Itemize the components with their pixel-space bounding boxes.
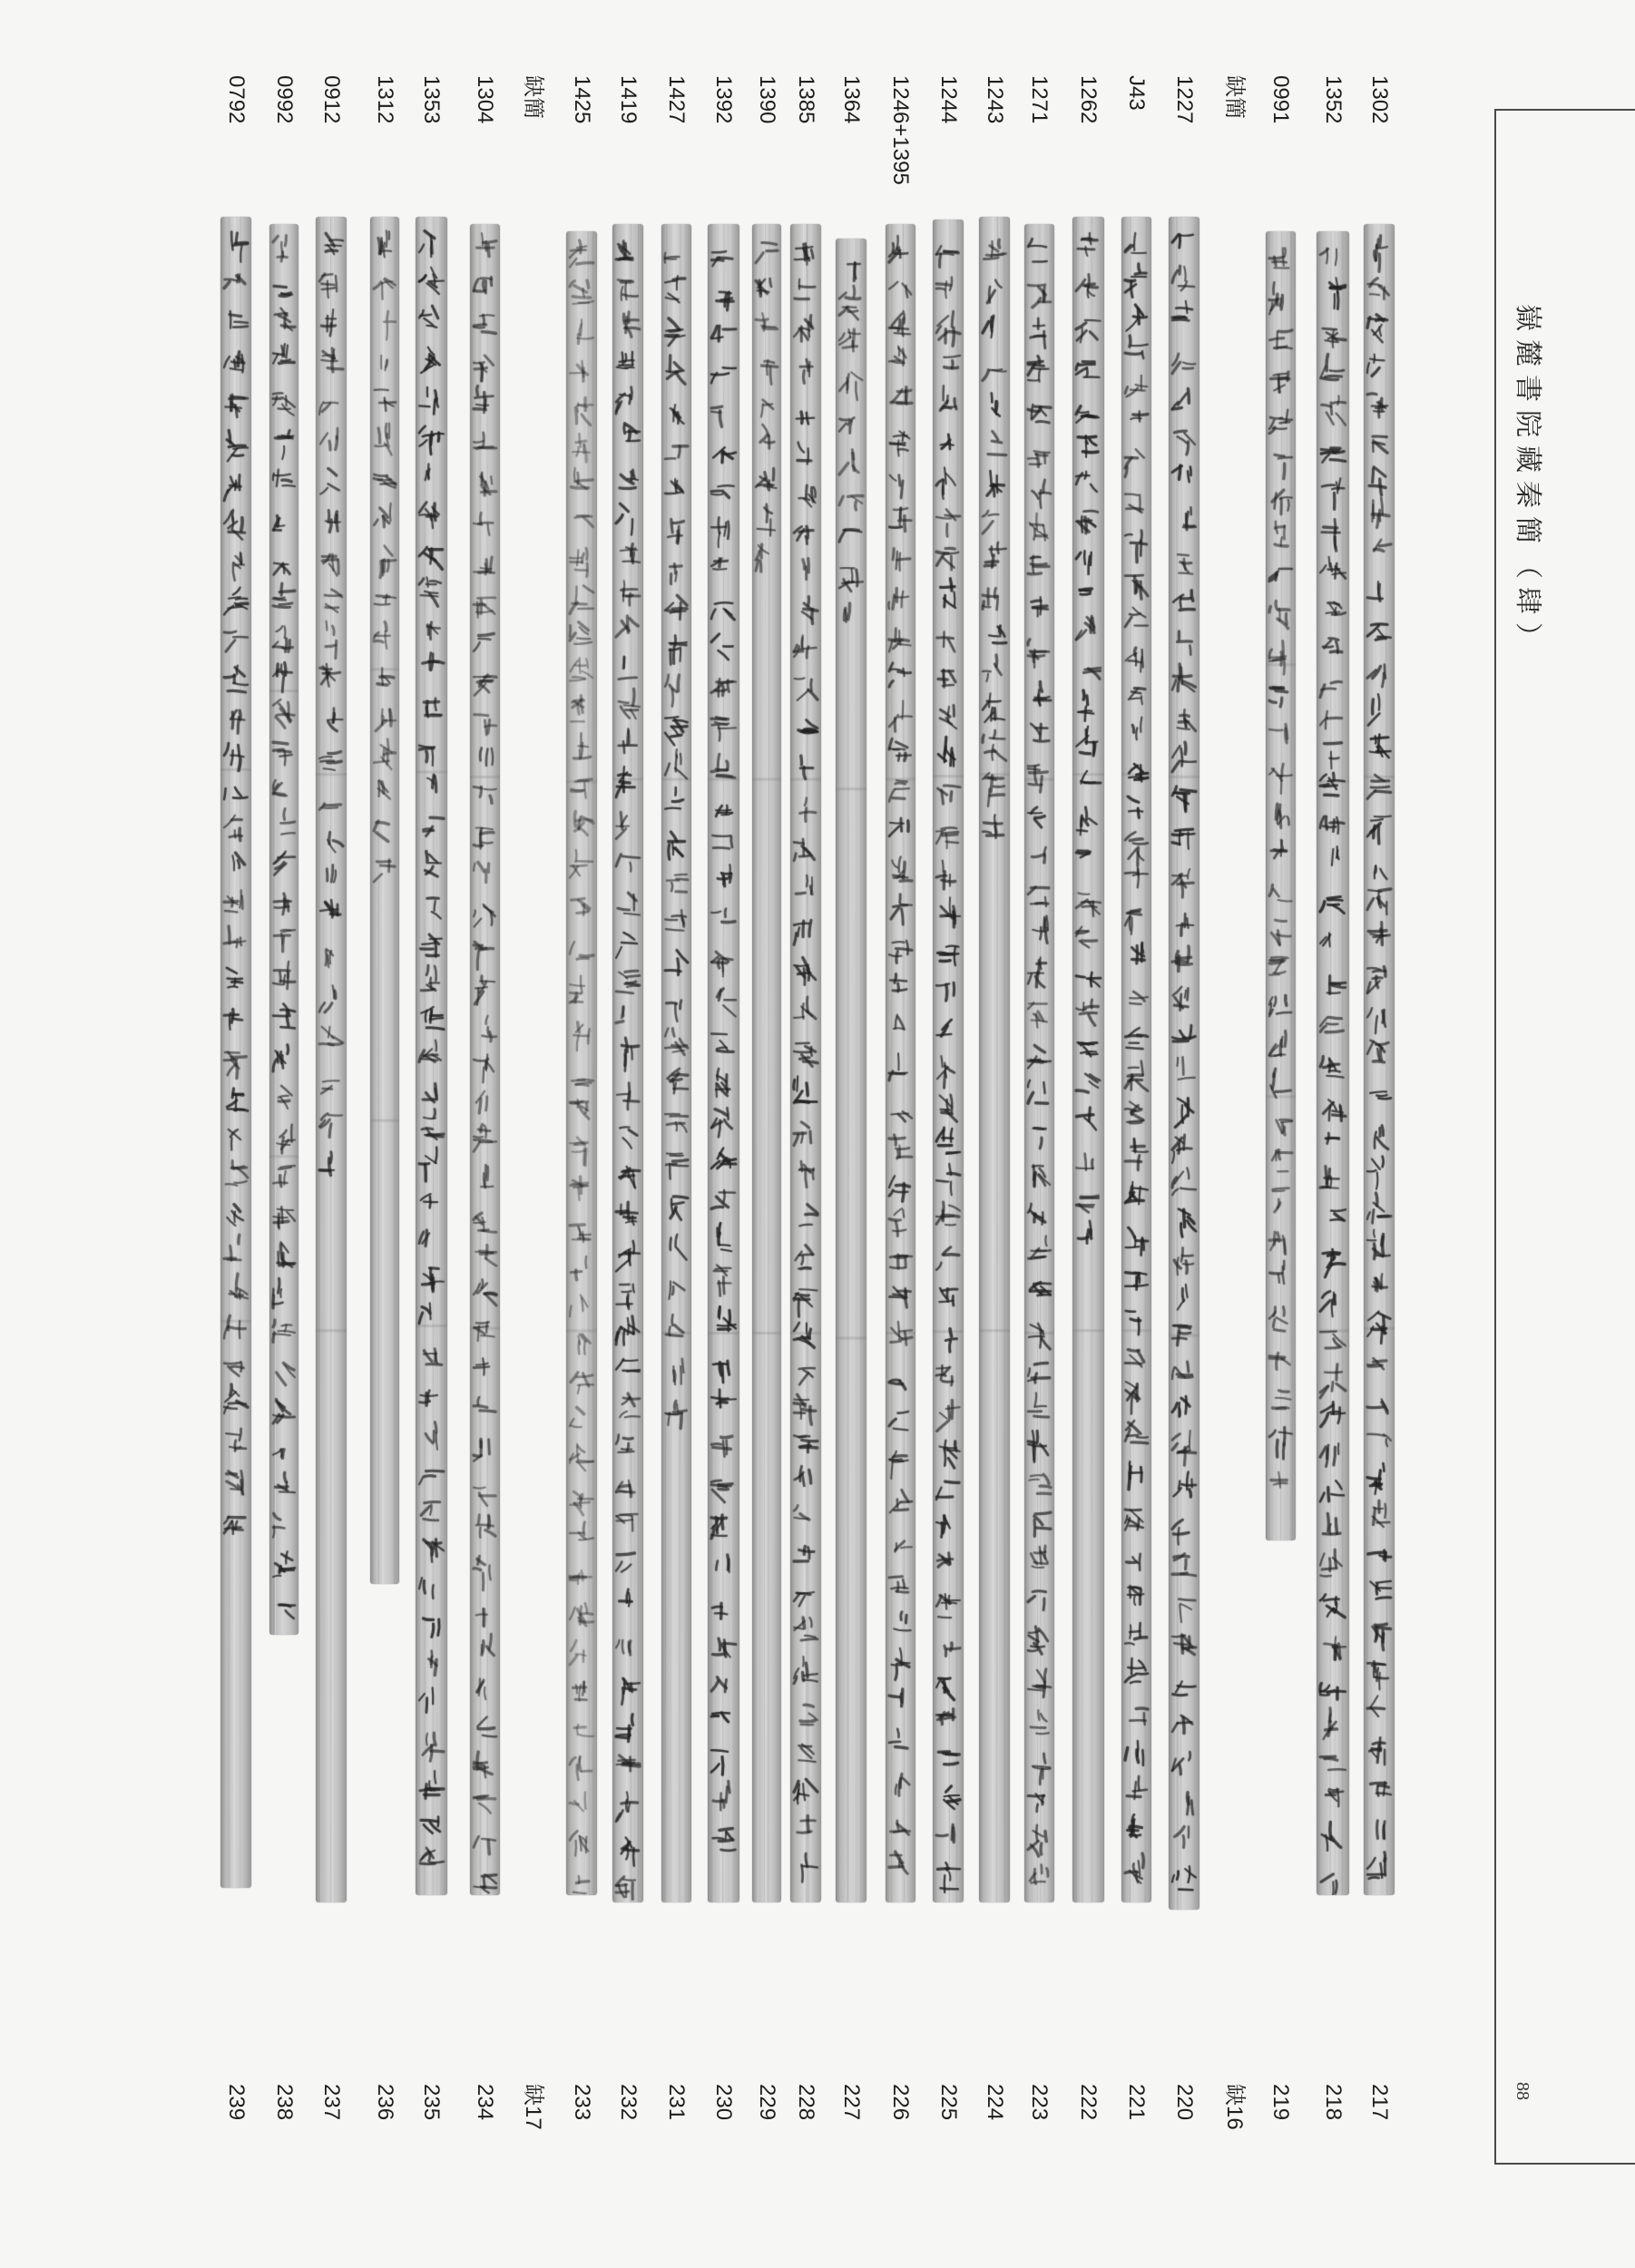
slip-number-label: 1312 bbox=[373, 75, 397, 124]
slip-number-label: 1385 bbox=[794, 75, 818, 124]
slip-sequence-label: 缺17 bbox=[521, 2084, 545, 2130]
bamboo-slip bbox=[979, 217, 1010, 1902]
slip-sequence-label: 220 bbox=[1172, 2084, 1197, 2121]
bamboo-slip bbox=[1169, 217, 1199, 1910]
bamboo-slip bbox=[708, 224, 739, 1902]
slip-handwriting-image bbox=[1169, 217, 1199, 1910]
slip-handwriting-image bbox=[1072, 217, 1104, 1902]
slip-number-label: 1390 bbox=[755, 75, 779, 124]
slip-handwriting-image bbox=[269, 224, 299, 1635]
bamboo-slip bbox=[269, 224, 299, 1635]
slip-number-label: 1425 bbox=[570, 75, 594, 124]
slip-sequence-label: 238 bbox=[272, 2084, 297, 2121]
slip-sequence-label: 223 bbox=[1027, 2084, 1052, 2121]
slip-handwriting-image bbox=[470, 224, 500, 1895]
slip-handwriting-image bbox=[1024, 224, 1054, 1902]
bamboo-slip bbox=[886, 224, 915, 1902]
slip-number-label: 1419 bbox=[616, 75, 641, 124]
slip-handwriting-image bbox=[752, 224, 781, 1902]
slip-number-label: 1246+1395 bbox=[888, 75, 913, 185]
bamboo-slip bbox=[661, 224, 691, 1902]
slip-handwriting-image bbox=[661, 224, 691, 1902]
slip-number-label: 1244 bbox=[936, 75, 961, 124]
bamboo-slip bbox=[790, 224, 821, 1902]
slip-handwriting-image bbox=[1266, 231, 1296, 1540]
slip-number-label: 0991 bbox=[1268, 75, 1293, 124]
running-head-frame-bottom bbox=[1494, 2163, 1635, 2165]
slip-number-label: 缺簡 bbox=[1222, 75, 1247, 119]
slip-sequence-label: 227 bbox=[839, 2084, 864, 2121]
running-head-frame-top bbox=[1494, 109, 1635, 111]
bamboo-slip bbox=[1364, 224, 1395, 1895]
slip-number-label: 缺簡 bbox=[521, 75, 545, 119]
bamboo-slip bbox=[836, 239, 866, 1902]
slip-number-label: 1262 bbox=[1076, 75, 1101, 124]
slip-handwriting-image bbox=[220, 217, 251, 1888]
slip-number-label: 0912 bbox=[319, 75, 344, 124]
bamboo-slip bbox=[1266, 231, 1296, 1540]
slip-sequence-label: 226 bbox=[888, 2084, 913, 2121]
bamboo-slip bbox=[1072, 217, 1104, 1902]
bamboo-slip bbox=[1024, 224, 1054, 1902]
slip-sequence-label: 234 bbox=[473, 2084, 497, 2121]
page-number: 88 bbox=[1513, 2082, 1532, 2100]
slip-number-label: 0992 bbox=[272, 75, 297, 124]
slip-sequence-label: 229 bbox=[755, 2084, 779, 2121]
bamboo-slip bbox=[316, 217, 347, 1902]
slip-number-label: 1227 bbox=[1172, 75, 1197, 124]
slip-number-label: 1352 bbox=[1321, 75, 1346, 124]
slip-handwriting-image bbox=[370, 217, 399, 1584]
slip-handwriting-image bbox=[708, 224, 739, 1902]
slip-handwriting-image bbox=[790, 224, 821, 1902]
slip-sequence-label: 233 bbox=[570, 2084, 594, 2121]
slip-sequence-label: 218 bbox=[1321, 2084, 1346, 2121]
slip-sequence-label: 缺16 bbox=[1222, 2084, 1247, 2130]
slip-sequence-label: 239 bbox=[224, 2084, 249, 2121]
slip-number-label: 1271 bbox=[1027, 75, 1052, 124]
slip-sequence-label: 221 bbox=[1124, 2084, 1149, 2121]
slip-handwriting-image bbox=[979, 217, 1010, 1902]
slip-handwriting-image bbox=[1364, 224, 1395, 1895]
slip-sequence-label: 232 bbox=[616, 2084, 641, 2121]
bamboo-slip bbox=[1121, 217, 1151, 1902]
bamboo-slip bbox=[612, 224, 643, 1902]
slip-number-label: 1353 bbox=[419, 75, 444, 124]
slip-handwriting-image bbox=[1317, 231, 1349, 1895]
slip-sequence-label: 222 bbox=[1076, 2084, 1101, 2121]
slip-sequence-label: 231 bbox=[664, 2084, 689, 2121]
slip-sequence-label: 217 bbox=[1367, 2084, 1392, 2121]
bamboo-slip bbox=[752, 224, 781, 1902]
running-head-frame-line bbox=[1494, 109, 1496, 2165]
slip-sequence-label: 237 bbox=[319, 2084, 344, 2121]
book-title: 嶽麓書院藏秦簡（肆） bbox=[1512, 304, 1543, 658]
bamboo-slip bbox=[1317, 231, 1349, 1895]
slip-sequence-label: 224 bbox=[983, 2084, 1007, 2121]
slip-number-label: 1302 bbox=[1367, 75, 1392, 124]
slip-sequence-label: 230 bbox=[711, 2084, 736, 2121]
bamboo-slip bbox=[566, 231, 597, 1895]
slip-handwriting-image bbox=[566, 231, 597, 1895]
slip-sequence-label: 225 bbox=[936, 2084, 961, 2121]
slip-number-label: 1304 bbox=[473, 75, 497, 124]
slip-sequence-label: 235 bbox=[419, 2084, 444, 2121]
slip-sequence-label: 228 bbox=[794, 2084, 818, 2121]
slip-handwriting-image bbox=[416, 217, 447, 1895]
slip-handwriting-image bbox=[836, 239, 866, 1902]
slip-handwriting-image bbox=[1121, 217, 1151, 1902]
bamboo-slip bbox=[470, 224, 500, 1895]
bamboo-slip bbox=[416, 217, 447, 1895]
slip-number-label: 1427 bbox=[664, 75, 689, 124]
slip-handwriting-image bbox=[612, 224, 643, 1902]
bamboo-slip bbox=[220, 217, 251, 1888]
slip-number-label: 1392 bbox=[711, 75, 736, 124]
slip-handwriting-image bbox=[316, 217, 347, 1902]
slip-handwriting-image bbox=[886, 224, 915, 1902]
bamboo-slip bbox=[370, 217, 399, 1584]
slip-number-label: 1243 bbox=[983, 75, 1007, 124]
slip-number-label: 1364 bbox=[839, 75, 864, 124]
slip-number-label: 0792 bbox=[224, 75, 249, 124]
bamboo-slip bbox=[933, 220, 964, 1902]
slip-sequence-label: 236 bbox=[373, 2084, 397, 2121]
slip-handwriting-image bbox=[933, 220, 964, 1902]
slip-number-label: J43 bbox=[1124, 75, 1149, 111]
slip-sequence-label: 219 bbox=[1268, 2084, 1293, 2121]
